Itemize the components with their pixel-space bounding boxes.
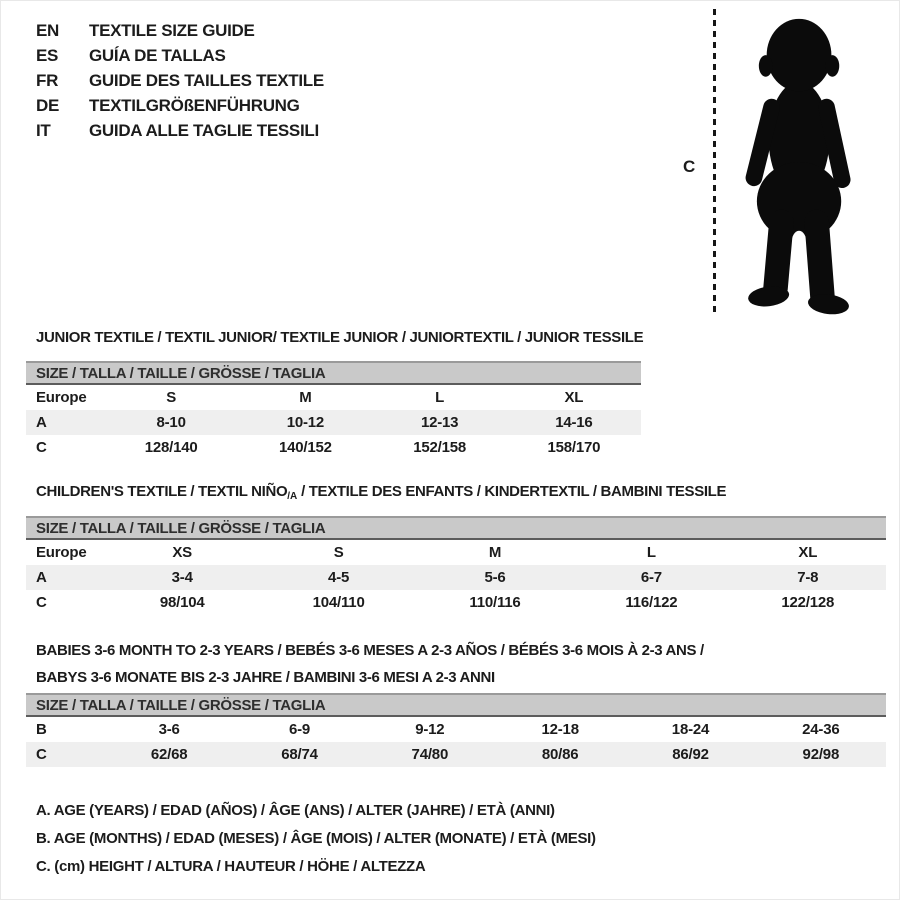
height-cell: 74/80 — [411, 746, 449, 763]
height-measure-label: C — [683, 157, 696, 176]
age-cell: 8-10 — [156, 414, 186, 431]
measurement-legend — [36, 796, 596, 880]
language-code: ES — [36, 45, 59, 65]
height-cell: 158/170 — [547, 439, 601, 456]
age-cell: 3-4 — [171, 569, 193, 586]
language-label: GUÍA DE TALLAS — [89, 45, 226, 65]
size-cell: L — [435, 389, 445, 406]
height-measure-figure — [681, 9, 886, 323]
children-size-table — [26, 516, 886, 615]
size-header-bar — [26, 693, 886, 717]
size-cell: M — [488, 544, 502, 561]
row-label: A — [36, 414, 47, 431]
language-label: GUIDA ALLE TAGLIE TESSILI — [89, 120, 319, 140]
age-cell: 7-8 — [797, 569, 819, 586]
row-label: B — [36, 721, 47, 738]
table-row-height — [26, 590, 886, 615]
age-cell: 3-6 — [158, 721, 180, 738]
table-row-height — [26, 742, 886, 767]
row-label: Europe — [36, 389, 87, 406]
size-header-label: SIZE / TALLA / TAILLE / GRÖSSE / TAGLIA — [36, 696, 326, 714]
language-label: GUIDE DES TAILLES TEXTILE — [89, 70, 324, 90]
children-heading-text: CHILDREN'S TEXTILE / TEXTIL NIÑO — [36, 483, 288, 500]
language-row-es — [36, 43, 466, 68]
row-label: A — [36, 569, 47, 586]
age-cell: 12-13 — [420, 414, 459, 431]
toddler-silhouette-icon — [726, 11, 876, 317]
table-row-months — [26, 717, 886, 742]
age-cell: 4-5 — [328, 569, 350, 586]
language-row-fr — [36, 68, 466, 93]
language-row-en — [36, 18, 466, 43]
size-cell: M — [299, 389, 312, 406]
children-heading-subscript: /A — [287, 491, 298, 502]
table-row-europe — [26, 540, 886, 565]
age-cell: 24-36 — [802, 721, 840, 738]
babies-heading-line2: BABYS 3-6 MONATE BIS 2-3 JAHRE / BAMBINI 3-6 MESI A 2-3 ANNI — [36, 669, 495, 686]
height-cell: 86/92 — [672, 746, 709, 763]
height-cell: 116/122 — [625, 594, 678, 611]
age-cell: 6-7 — [640, 569, 662, 586]
row-label: Europe — [36, 544, 87, 561]
size-header-bar — [26, 516, 886, 540]
language-code: DE — [36, 95, 60, 115]
height-cell: 92/98 — [802, 746, 840, 763]
size-cell: XS — [172, 544, 192, 561]
size-header-label: SIZE / TALLA / TAILLE / GRÖSSE / TAGLIA — [36, 519, 326, 537]
height-cell: 140/152 — [278, 439, 332, 456]
size-cell: S — [333, 544, 344, 561]
size-header-label: SIZE / TALLA / TAILLE / GRÖSSE / TAGLIA — [36, 364, 326, 382]
age-cell: 10-12 — [286, 414, 325, 431]
junior-section-heading: JUNIOR TEXTILE / TEXTIL JUNIOR/ TEXTILE JUNIOR / JUNIORTEXTIL / JUNIOR TESSILE — [36, 329, 644, 346]
row-label: C — [36, 594, 47, 611]
table-row-europe — [26, 385, 641, 410]
height-cell: 128/140 — [144, 439, 198, 456]
height-dotted-line — [713, 9, 716, 317]
legend-line-c: C. (cm) HEIGHT / ALTURA / HAUTEUR / HÖHE / ALTEZZA — [36, 857, 426, 875]
language-row-de — [36, 93, 466, 118]
language-code: FR — [36, 70, 59, 90]
age-cell: 9-12 — [415, 721, 445, 738]
language-code: IT — [36, 120, 51, 140]
size-cell: S — [166, 389, 177, 406]
language-label: TEXTILE SIZE GUIDE — [89, 20, 255, 40]
age-cell: 5-6 — [484, 569, 506, 586]
height-cell: 68/74 — [281, 746, 318, 763]
language-row-it — [36, 118, 466, 143]
size-cell: XL — [564, 389, 584, 406]
row-label: C — [36, 439, 47, 456]
age-cell: 12-18 — [541, 721, 579, 738]
height-cell: 110/116 — [469, 594, 521, 611]
children-section-heading — [36, 483, 726, 502]
size-cell: L — [646, 544, 656, 561]
legend-line-a: A. AGE (YEARS) / EDAD (AÑOS) / ÂGE (ANS) / ALTER (JAHRE) / ETÀ (ANNI) — [36, 801, 555, 819]
size-header-bar — [26, 361, 641, 385]
legend-line-b: B. AGE (MONTHS) / EDAD (MESES) / ÂGE (MOIS) / ALTER (MONATE) / ETÀ (MESI) — [36, 829, 596, 847]
height-cell: 104/110 — [312, 594, 365, 611]
height-cell: 80/86 — [541, 746, 579, 763]
language-title-block — [36, 18, 466, 143]
table-row-height — [26, 435, 641, 460]
table-row-age — [26, 565, 886, 590]
babies-section-heading — [36, 637, 704, 691]
height-cell: 62/68 — [150, 746, 188, 763]
height-cell: 98/104 — [159, 594, 205, 611]
age-cell: 6-9 — [288, 721, 311, 738]
language-code: EN — [36, 20, 60, 40]
language-label: TEXTILGRÖßENFÜHRUNG — [89, 95, 300, 115]
size-cell: XL — [798, 544, 818, 561]
table-row-age — [26, 410, 641, 435]
age-cell: 14-16 — [555, 414, 593, 431]
height-cell: 152/158 — [413, 439, 467, 456]
babies-size-table — [26, 693, 886, 767]
height-cell: 122/128 — [781, 594, 835, 611]
age-cell: 18-24 — [671, 721, 710, 738]
row-label: C — [36, 746, 47, 763]
junior-size-table — [26, 361, 641, 460]
children-heading-text: / TEXTILE DES ENFANTS / KINDERTEXTIL / BAMBINI TESSILE — [297, 483, 727, 500]
babies-heading-line1: BABIES 3-6 MONTH TO 2-3 YEARS / BEBÉS 3-6 MESES A 2-3 AÑOS / BÉBÉS 3-6 MOIS À 2-3 ANS / — [36, 642, 704, 659]
